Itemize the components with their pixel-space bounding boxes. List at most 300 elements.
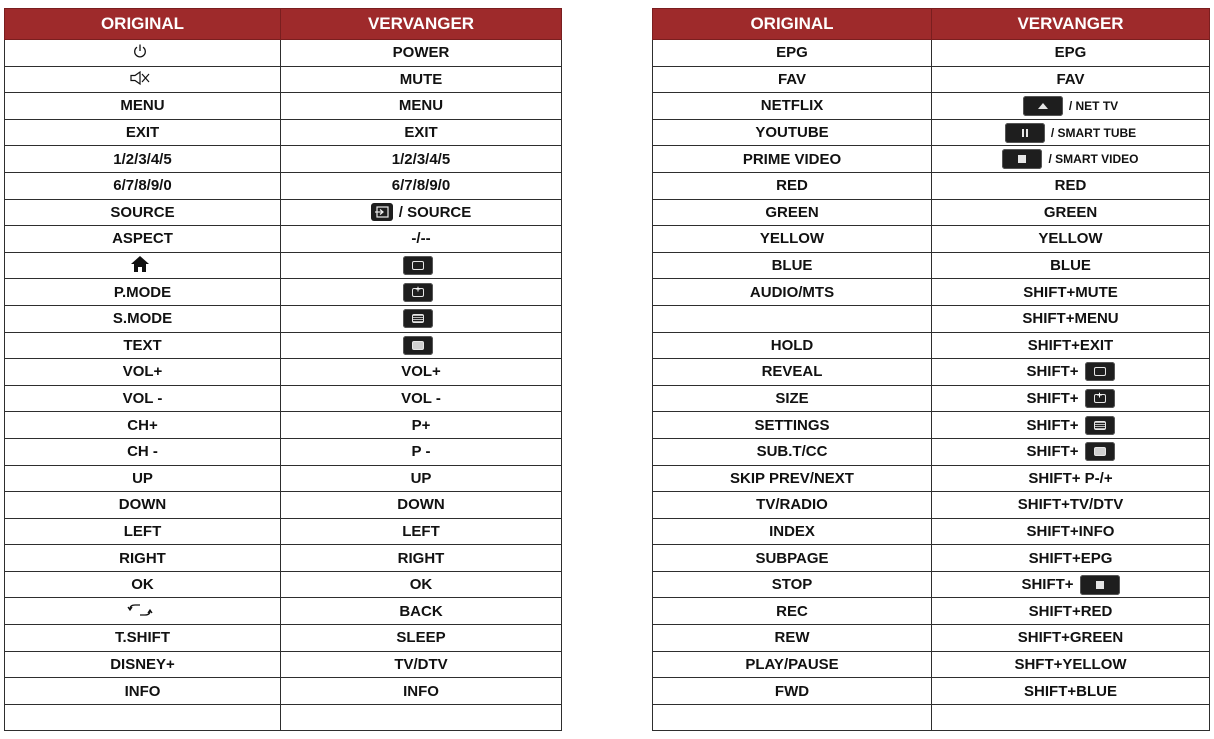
cell-text: VOL - [401, 390, 441, 408]
cell-content [398, 551, 445, 566]
cell-content [1022, 311, 1118, 326]
table-row [5, 199, 562, 226]
table-row [653, 385, 1210, 412]
cell-content [1028, 338, 1113, 353]
remote-key-screen-icon [1085, 416, 1115, 435]
cell-text: RIGHT [397, 549, 445, 567]
replacement-cell [281, 359, 562, 386]
replacement-cell [281, 571, 562, 598]
cell-content [393, 45, 450, 60]
cell-text: SHFT+YELLOW [1014, 655, 1127, 673]
replacement-cell [932, 598, 1210, 625]
cell-content [1018, 630, 1123, 645]
cell-content [114, 285, 171, 300]
cell-text: SIZE [775, 390, 809, 408]
table-row [5, 571, 562, 598]
table-row [5, 704, 562, 731]
cell-content [123, 391, 163, 406]
cell-content [769, 524, 815, 539]
original-cell [5, 66, 281, 93]
cell-text: BLUE [771, 257, 813, 275]
cell-content [126, 603, 160, 617]
replacement-cell [932, 518, 1210, 545]
original-cell [653, 40, 932, 67]
cell-text: OK [131, 576, 154, 594]
cell-content [750, 285, 834, 300]
original-cell [653, 545, 932, 572]
original-cell [5, 40, 281, 67]
header-original: ORIGINAL [5, 9, 281, 40]
replacement-cell [932, 385, 1210, 412]
replacement-cell [932, 93, 1210, 120]
original-cell [653, 146, 932, 173]
cell-content [755, 125, 828, 140]
original-cell [653, 199, 932, 226]
cell-text: SHIFT+ [1026, 443, 1079, 461]
cell-text: EXIT [404, 124, 438, 142]
cell-text: SETTINGS [754, 416, 830, 434]
cell-content [1029, 551, 1113, 566]
replacement-cell [281, 625, 562, 652]
cell-text: SHIFT+TV/DTV [1017, 496, 1124, 514]
original-cell [5, 252, 281, 279]
cell-content [778, 72, 806, 87]
cell-content [401, 364, 441, 379]
cell-content [775, 391, 808, 406]
replacement-cell [932, 252, 1210, 279]
cell-content [1005, 123, 1136, 143]
table-row [5, 359, 562, 386]
replacement-cell [281, 119, 562, 146]
cell-content [402, 524, 440, 539]
original-cell [5, 199, 281, 226]
remote-key-stop-icon [1002, 149, 1042, 169]
header-original: ORIGINAL [653, 9, 932, 40]
table-row [653, 545, 1210, 572]
cell-content [127, 418, 157, 433]
cell-content [113, 311, 172, 326]
cell-content [1029, 604, 1113, 619]
cell-content [120, 98, 164, 113]
replacement-cell [281, 651, 562, 678]
cell-content [410, 577, 433, 592]
cell-text: PLAY/PAUSE [745, 655, 839, 673]
table-row [5, 438, 562, 465]
remote-key-blank-icon [1085, 362, 1115, 381]
original-cell [5, 119, 281, 146]
cell-text: RED [1054, 177, 1087, 195]
cell-text: SUBPAGE [755, 549, 829, 567]
table-row [653, 146, 1210, 173]
cell-content [411, 231, 430, 246]
cell-content [399, 604, 442, 619]
cell-content [403, 283, 439, 302]
cell-content [110, 657, 175, 672]
replacement-cell [932, 625, 1210, 652]
cell-content [1050, 258, 1091, 273]
cell-text: SHIFT+ [1021, 576, 1074, 594]
cell-text: YOUTUBE [755, 124, 829, 142]
table-row [653, 704, 1210, 731]
table-row [653, 66, 1210, 93]
cell-text: S.MODE [112, 310, 173, 328]
table-row [653, 93, 1210, 120]
cell-text: RED [776, 177, 808, 195]
cell-text: SHIFT+MENU [1022, 310, 1119, 328]
cell-text: MENU [120, 97, 165, 115]
cell-text: SHIFT+ [1026, 416, 1079, 434]
table-row [5, 492, 562, 519]
cell-content [755, 551, 828, 566]
cell-content [125, 684, 161, 699]
original-cell [5, 279, 281, 306]
original-cell [653, 492, 932, 519]
remote-key-pause-icon [1005, 123, 1045, 143]
remote-key-text-icon [403, 336, 433, 355]
table-row [5, 678, 562, 705]
cell-content [411, 471, 432, 486]
cell-content [123, 364, 163, 379]
cell-text: DOWN [118, 496, 167, 514]
cell-content [743, 152, 841, 167]
cell-content [776, 604, 808, 619]
cell-text: VOL+ [401, 363, 441, 381]
original-cell [653, 651, 932, 678]
replacement-cell [932, 279, 1210, 306]
cell-text: P+ [411, 416, 431, 434]
cell-text: SHIFT+BLUE [1024, 682, 1117, 700]
cell-text: LEFT [123, 522, 162, 540]
replacement-cell [281, 305, 562, 332]
replacement-cell [932, 704, 1210, 731]
table-row [5, 119, 562, 146]
cell-text: SHIFT+ [1026, 390, 1079, 408]
table-row [5, 66, 562, 93]
cell-text: POWER [392, 44, 450, 62]
cell-text: SHIFT+RED [1028, 602, 1113, 620]
original-cell [5, 518, 281, 545]
source-input-icon [371, 203, 393, 221]
cell-text: TV/RADIO [756, 496, 828, 514]
original-cell [5, 571, 281, 598]
cell-content [756, 497, 828, 512]
cell-text: VOL - [122, 390, 163, 408]
cell-content [119, 551, 166, 566]
table-row [653, 40, 1210, 67]
cell-content [132, 471, 153, 486]
replacement-cell [281, 678, 562, 705]
original-cell [653, 93, 932, 120]
replacement-cell [281, 66, 562, 93]
original-cell [5, 651, 281, 678]
table-row [653, 518, 1210, 545]
cell-text: / SMART TUBE [1050, 125, 1137, 140]
table-row [5, 305, 562, 332]
cell-text: SUB.T/CC [756, 443, 828, 461]
cell-text: DOWN [397, 496, 445, 514]
table-row [653, 571, 1210, 598]
replacement-cell [281, 40, 562, 67]
cell-content [399, 98, 443, 113]
replacement-cell [932, 199, 1210, 226]
cell-content [761, 98, 824, 113]
table-row [653, 598, 1210, 625]
cell-content [115, 630, 170, 645]
cell-text: SHIFT+EXIT [1027, 336, 1114, 354]
replacement-cell [281, 492, 562, 519]
header-replacement: VERVANGER [281, 9, 562, 40]
cell-content [1014, 657, 1126, 672]
cell-text: FWD [774, 682, 810, 700]
original-cell [653, 518, 932, 545]
replacement-cell [932, 545, 1210, 572]
mapping-table-right [652, 8, 1210, 731]
remote-key-eject-icon [1023, 96, 1063, 116]
original-cell [5, 598, 281, 625]
cell-text: GREEN [765, 203, 819, 221]
cell-text: SHIFT+MUTE [1023, 283, 1118, 301]
remote-key-blank-icon [403, 256, 433, 275]
remote-key-stop-icon [1080, 575, 1120, 595]
original-cell [653, 704, 932, 731]
replacement-cell [281, 199, 562, 226]
original-cell [653, 252, 932, 279]
table-row [653, 678, 1210, 705]
original-cell [5, 438, 281, 465]
replacement-cell [281, 93, 562, 120]
replacement-cell [281, 704, 562, 731]
original-cell [5, 385, 281, 412]
original-cell [5, 226, 281, 253]
cell-text: PRIME VIDEO [742, 150, 842, 168]
header-replacement: VERVANGER [932, 9, 1210, 40]
replacement-cell [281, 598, 562, 625]
cell-content [1026, 362, 1114, 381]
original-cell [653, 412, 932, 439]
cell-text: SHIFT+ P-/+ [1028, 469, 1113, 487]
replacement-cell [932, 651, 1210, 678]
cell-text: RIGHT [119, 549, 166, 567]
original-cell [653, 465, 932, 492]
replacement-cell [281, 226, 562, 253]
table-row [5, 332, 562, 359]
table-header-row [653, 9, 1210, 40]
cell-text: SHIFT+INFO [1026, 522, 1115, 540]
cell-content [760, 231, 824, 246]
cell-content [400, 72, 443, 87]
table-row [5, 252, 562, 279]
original-cell [653, 226, 932, 253]
replacement-cell [932, 492, 1210, 519]
cell-content [1056, 72, 1084, 87]
cell-text: SOURCE [110, 203, 175, 221]
original-cell [5, 625, 281, 652]
remote-key-screen-icon [403, 309, 433, 328]
cell-content [772, 577, 813, 592]
cell-content [1023, 96, 1118, 116]
original-cell [5, 678, 281, 705]
cell-content [127, 444, 158, 459]
cell-text: VOL+ [122, 363, 163, 381]
replacement-cell [932, 172, 1210, 199]
mute-icon [129, 70, 151, 86]
cell-text: P - [411, 443, 431, 461]
cell-text: NETFLIX [760, 97, 824, 115]
replacement-cell [281, 518, 562, 545]
original-cell [5, 305, 281, 332]
replacement-cell [932, 40, 1210, 67]
cell-text: BACK [399, 602, 443, 620]
cell-text: INFO [124, 682, 161, 700]
original-cell [5, 172, 281, 199]
cell-text: T.SHIFT [115, 629, 170, 647]
replacement-cell [932, 226, 1210, 253]
cell-text: REW [774, 629, 810, 647]
table-body [5, 40, 562, 731]
table-row [653, 226, 1210, 253]
cell-text: FAV [1056, 70, 1085, 88]
cell-text: P.MODE [113, 283, 172, 301]
mapping-table-left [4, 8, 562, 731]
cell-text: YELLOW [759, 230, 825, 248]
original-cell [653, 438, 932, 465]
original-cell [653, 332, 932, 359]
original-cell [653, 385, 932, 412]
cell-content [396, 630, 445, 645]
cell-content [1026, 416, 1114, 435]
table-row [653, 651, 1210, 678]
cell-text: OK [409, 576, 433, 594]
table-row [5, 625, 562, 652]
cell-text: FAV [777, 70, 807, 88]
cell-text: 1/2/3/4/5 [113, 150, 172, 168]
cell-text: CH+ [127, 416, 158, 434]
cell-content [394, 657, 447, 672]
replacement-cell [281, 252, 562, 279]
table-row [5, 385, 562, 412]
table-row [5, 412, 562, 439]
remote-key-text-icon [1085, 442, 1115, 461]
replacement-cell [932, 571, 1210, 598]
original-cell [5, 359, 281, 386]
replacement-cell [281, 279, 562, 306]
replacement-cell [932, 146, 1210, 173]
cell-content [775, 630, 810, 645]
cell-content [129, 70, 157, 86]
cell-content [403, 256, 439, 275]
cell-text: SKIP PREV/NEXT [730, 469, 854, 487]
table-row [653, 119, 1210, 146]
cell-content [412, 418, 431, 433]
table-row [653, 305, 1210, 332]
table-row [5, 518, 562, 545]
cell-content [132, 43, 154, 59]
cell-content [762, 364, 823, 379]
table-row [5, 93, 562, 120]
replacement-cell [932, 332, 1210, 359]
cell-content [392, 178, 450, 193]
cell-text: STOP [771, 576, 813, 594]
table-row [653, 465, 1210, 492]
cell-content [765, 205, 818, 220]
cell-text: -/-- [411, 230, 431, 248]
table-row [653, 492, 1210, 519]
table-row [653, 359, 1210, 386]
cell-content [754, 418, 829, 433]
cell-text: MUTE [399, 70, 443, 88]
cell-text: / SOURCE [398, 203, 472, 221]
cell-content [730, 471, 854, 486]
cell-text: LEFT [402, 522, 440, 540]
original-cell [653, 678, 932, 705]
cell-content [1026, 442, 1114, 461]
cell-content [113, 152, 171, 167]
cell-text: SHIFT+GREEN [1017, 629, 1124, 647]
cell-content [131, 577, 154, 592]
table-row [653, 172, 1210, 199]
replacement-cell [932, 119, 1210, 146]
remote-key-plus-icon [403, 283, 433, 302]
cell-content [404, 125, 437, 140]
cell-content [1018, 497, 1123, 512]
table-row [653, 438, 1210, 465]
original-cell [653, 598, 932, 625]
cell-text: SHIFT+EPG [1028, 549, 1113, 567]
cell-text: INDEX [769, 522, 815, 540]
original-cell [5, 332, 281, 359]
cell-text: REC [776, 602, 808, 620]
cell-text: TV/DTV [394, 655, 448, 673]
cell-content [775, 684, 809, 699]
table-row [5, 545, 562, 572]
table-row [653, 332, 1210, 359]
cell-content [1023, 285, 1118, 300]
cell-content [113, 178, 171, 193]
table-row [5, 146, 562, 173]
cell-content [772, 258, 813, 273]
cell-text: EPG [1054, 44, 1087, 62]
cell-text: SHIFT+ [1026, 363, 1079, 381]
cell-content [123, 338, 161, 353]
cell-content [126, 125, 159, 140]
cell-text: SLEEP [396, 629, 446, 647]
table-row [5, 226, 562, 253]
cell-content [776, 178, 808, 193]
cell-content [1055, 178, 1087, 193]
cell-text: / NET TV [1068, 98, 1119, 113]
cell-content [1024, 684, 1117, 699]
replacement-cell [932, 678, 1210, 705]
table-row [653, 625, 1210, 652]
cell-content [1021, 575, 1119, 595]
cell-text: REVEAL [761, 363, 823, 381]
cell-content [119, 497, 167, 512]
table-row [5, 40, 562, 67]
cell-content [1055, 45, 1087, 60]
table-header-row [5, 9, 562, 40]
replacement-cell [932, 412, 1210, 439]
replacement-cell [932, 66, 1210, 93]
cell-text: ASPECT [112, 230, 173, 248]
original-cell [5, 465, 281, 492]
original-cell [653, 571, 932, 598]
original-cell [653, 359, 932, 386]
cell-content [403, 309, 439, 328]
replacement-cell [281, 438, 562, 465]
table-body [653, 40, 1210, 731]
original-cell [5, 492, 281, 519]
cell-text: YELLOW [1038, 230, 1103, 248]
